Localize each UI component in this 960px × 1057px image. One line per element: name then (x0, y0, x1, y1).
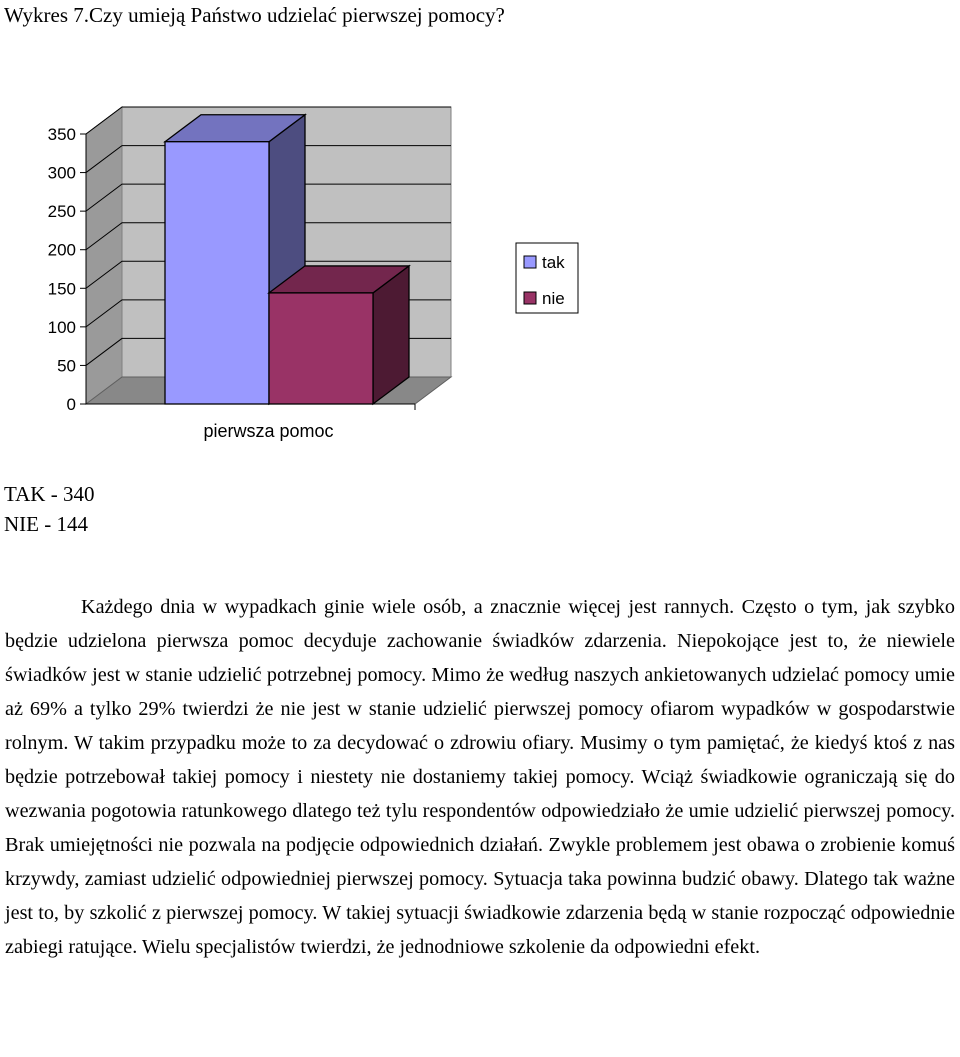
side-wall (86, 107, 122, 404)
y-tick-label: 150 (47, 279, 76, 299)
summary-tak: TAK - 340 (4, 482, 95, 506)
x-category-label: pierwsza pomoc (203, 421, 334, 441)
legend-swatch-nie (524, 292, 536, 304)
chart-heading: Wykres 7.Czy umieją Państwo udzielać pierwszej pomocy? (4, 3, 505, 27)
bar-front-nie (269, 293, 373, 404)
bar-front-tak (165, 142, 269, 404)
legend-label-nie: nie (542, 289, 565, 308)
y-axis (48, 125, 86, 414)
y-tick-label: 350 (47, 125, 76, 144)
y-tick-label: 50 (57, 356, 76, 376)
legend-label-tak: tak (542, 253, 565, 272)
y-tick-label: 300 (47, 163, 76, 183)
x-axis (86, 404, 415, 441)
body-paragraph-container (5, 590, 955, 964)
bar-chart (0, 95, 600, 465)
y-tick-label: 0 (66, 395, 76, 414)
summary-nie: NIE - 144 (4, 512, 88, 536)
results-summary (4, 479, 94, 539)
body-paragraph: Każdego dnia w wypadkach ginie wiele osób, a znacznie więcej jest rannych. Często o tym, jak szybko będzie udzielona pierwsza pomoc decyduje zachowanie świadków zdarzenia. Niepokojące jest to, że niewiele świadków jest w stanie udzielić potrzebnej pomocy. Mimo że według naszych ankietowanych udzielać pomocy umie aż 69% a tylko 29% twierdzi że nie jest w stanie udzielić pierwszej pomocy ofiarom wypadków w gospodarstwie rolnym. W takim przypadku może to za decydować o zdrowiu ofiary. Musimy o tym pamiętać, że kiedyś ktoś z nas będzie potrzebował takiej pomocy i niestety nie dostaniemy takiej pomocy. Wciąż świadkowie ograniczają się do wezwania pogotowia ratunkowego dlatego też tylu respondentów odpowiedziało że umie udzielić pierwszej pomocy. Brak umiejętności nie pozwala na podjęcie odpowiednich działań. Zwykle problemem jest obawa o zrobienie komuś krzywdy, zamiast udzielić odpowiedniej pierwszej pomocy. Sytuacja taka powinna budzić obawy. Dlatego tak ważne jest to, by szkolić z pierwszej pomocy. W takiej sytuacji świadkowie zdarzenia będą w stanie rozpocząć odpowiednie zabiegi ratujące. Wielu specjalistów twierdzi, że jednodniowe szkolenie da odpowiedni efekt. (5, 596, 955, 958)
bar-nie (269, 266, 409, 404)
y-tick-label: 200 (47, 240, 76, 260)
legend-swatch-tak (524, 256, 536, 268)
y-tick-label: 100 (47, 317, 76, 337)
legend (516, 243, 578, 313)
bar-chart-svg (0, 95, 600, 465)
y-tick-label: 250 (47, 202, 76, 222)
